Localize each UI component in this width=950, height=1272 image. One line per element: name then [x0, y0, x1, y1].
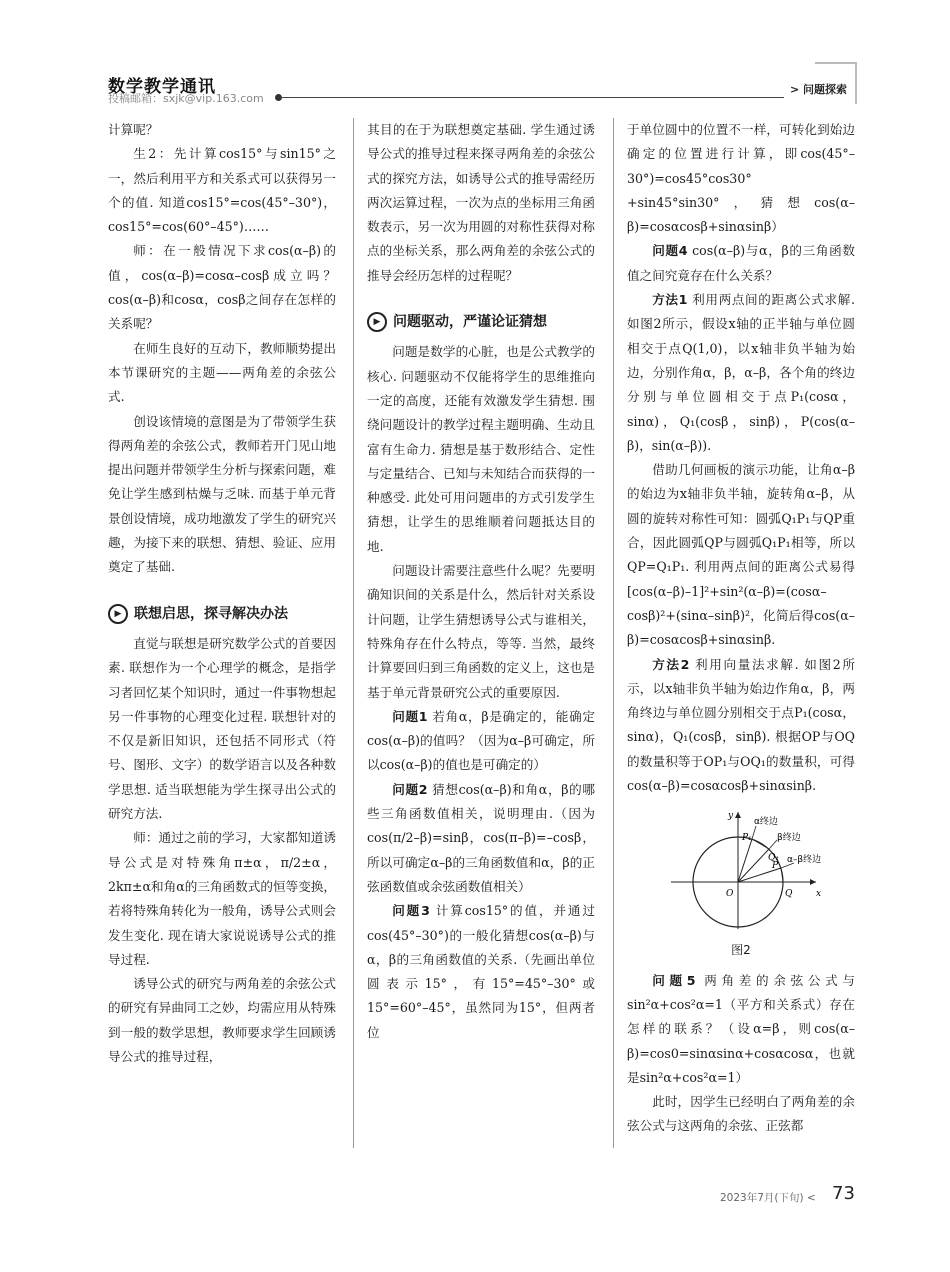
chord-q1p1	[752, 839, 769, 849]
method-2	[627, 653, 855, 799]
paragraph: 在师生良好的互动下，教师顺势提出本节课研究的主题——两角差的余弦公式.	[108, 340, 336, 405]
question-label: 问题2	[392, 781, 428, 797]
paragraph: 计算呢？	[108, 122, 159, 137]
alpha-terminal-side	[738, 839, 752, 882]
question-2	[367, 778, 595, 899]
question-text: 猜想cos(α–β)和角α，β的哪些三角函数值相关，说明理由.（因为cos(π/2–β)=sinβ，cos(π–β)=–cosβ，所以可确定α–β的三角函数值和α，β的正弦函数值或余弦函数值相关）	[367, 781, 595, 894]
column-divider	[613, 118, 614, 1148]
header-rule	[280, 97, 840, 98]
journal-email: 投稿邮箱：sxjk@vip.163.com	[108, 92, 264, 105]
paragraph: 生2：先计算cos15°与sin15°之一，然后利用平方和关系式可以获得另一个的值. 知道cos15°=cos(45°–30°)，cos15°=cos(60°–45°)……	[108, 146, 336, 235]
axis-label-x: x	[816, 889, 822, 900]
question-5	[627, 969, 855, 1090]
point-p-label: P	[772, 861, 779, 872]
question-label: 问题3	[392, 903, 430, 919]
x-axis-arrow-icon	[810, 879, 816, 885]
page-header	[0, 0, 950, 110]
column-divider	[353, 118, 354, 1148]
section-arrow-icon: ▶	[108, 604, 128, 624]
section-heading-text: 联想启思，探寻解决办法	[134, 605, 288, 622]
section-tag: > 问题探索	[784, 80, 853, 100]
method-text: 利用两点间的距离公式求解. 如图2所示，假设x轴的正半轴与单位圆相交于点Q(1,0)，以x轴非负半轴为始边，分别作角α，β，α–β，各个角的终边分别与单位圆相交于点P₁(cosα，sinα)，Q₁(cosβ，sinβ)，P(cos(α–β)，sin(α–β)).	[627, 292, 855, 453]
column-1	[108, 118, 336, 1069]
alpha-side-label: α终边	[754, 817, 778, 828]
section-heading	[367, 310, 595, 334]
question-label: 问题1	[392, 708, 428, 724]
paragraph: 于单位圆中的位置不一样，可转化到始边确定的位置进行计算，即cos(45°–30°)=cos45°cos30°+sin45°sin30°，猜想cos(α–β)=cosαcosβ+sinαsinβ）	[627, 122, 855, 235]
paragraph: 师：在一般情况下求cos(α–β)的值，cos(α–β)=cosα–cosβ成立吗？cos(α–β)和cosα，cosβ之间存在怎样的关系呢？	[108, 243, 336, 332]
axis-label-y: y	[728, 811, 734, 822]
question-1	[367, 705, 595, 778]
paragraph: 问题是数学的心脏，也是公式教学的核心. 问题驱动不仅能将学生的思维推向一定的高度，还能有效激发学生猜想. 围绕问题设计的教学过程主题明确、生动且富有生命力. 猜想是基于数形结合、定性与定量结合、已知与未知结合而获得的一种感受. 此处可用问题串的方式引发学生猜想，让学生的思维顺着问题抵达目的地.	[367, 344, 595, 554]
page-number: 73	[832, 1183, 855, 1204]
figure-2	[627, 804, 855, 962]
origin-label: O	[726, 889, 734, 900]
section-heading-text: 问题驱动，严谨论证猜想	[393, 314, 547, 331]
beta-side-label: β终边	[777, 833, 801, 844]
beta-ray-extension	[769, 840, 777, 849]
paragraph: 直觉与联想是研究数学公式的首要因素. 联想作为一个心理学的概念，是指学习者回忆某个知识时，通过一件事物想起另一件事物的心理变化过程. 联想针对的不仅是新旧知识，还包括不同形式（符号、图形、文字）的数学语言以及各种数学思想. 适当联想能为学生探寻出公式的研究方法.	[108, 635, 336, 822]
point-q-label: Q	[785, 889, 793, 900]
question-text: 两角差的余弦公式与sin²α+cos²α=1（平方和关系式）存在怎样的联系？（设α=β，则cos(α–β)=cos0=sinαsinα+cosαcosα，也就是sin²α+cos²α=1）	[627, 972, 856, 1085]
method-1	[627, 288, 855, 458]
journal-title: 数学教学通讯	[108, 77, 216, 97]
point-q1-label: Q₁	[768, 853, 779, 864]
paragraph: 借助几何画板的演示功能，让角α–β的始边为x轴非负半轴，旋转角α–β，从圆的旋转对称性可知：圆弧Q₁P₁与QP重合，因此圆弧QP与圆弧Q₁P₁相等，所以QP=Q₁P₁. 利用两点间的距离公式易得[cos(α–β)–1]²+sin²(α–β)=(cosα–cosβ)²+(sinα–sinβ)²，化简后得cos(α–β)=cosαcosβ+sinαsinβ.	[627, 462, 855, 648]
question-text: 计算cos15°的值，并通过cos(45°–30°)的一般化猜想cos(α–β)与α，β的三角函数值的关系.（先画出单位圆表示15°，有15°=45°–30°或15°=60°–45°，虽然同为15°，但两者位	[367, 903, 596, 1040]
paragraph: 诱导公式的研究与两角差的余弦公式的研究有异曲同工之妙，均需应用从特殊到一般的数学思想，教师要求学生回顾诱导公式的推导过程，	[108, 976, 336, 1064]
section-heading	[108, 602, 336, 626]
alpha-ray-extension	[752, 826, 756, 839]
unit-circle-diagram	[656, 804, 826, 934]
question-3	[367, 899, 595, 1045]
question-text: cos(α–β)与α，β的三角函数值之间究竟存在什么关系？	[627, 243, 855, 283]
question-label: 问题4	[652, 243, 688, 259]
paragraph: 师：通过之前的学习，大家都知道诱导公式是对特殊角π±α，π/2±α，2kπ±α和角α的三角函数式的恒等变换，若将特殊角转化为一般角，诱导公式则会发生变化. 现在请大家说说诱导公式的推导过程.	[108, 830, 336, 967]
method-label: 方法2	[652, 656, 690, 672]
method-label: 方法1	[652, 292, 688, 308]
figure-caption: 图2	[731, 943, 751, 958]
paragraph: 创设该情境的意图是为了带领学生获得两角差的余弦公式，教师若开门见山地提出问题并带领学生分析与探索问题，难免让学生感到枯燥与乏味. 而基于单元背景创设情境，成功地激发了学生的研究兴趣，为接下来的联想、猜想、验证、应用奠定了基础.	[108, 413, 336, 575]
y-axis-arrow-icon	[735, 812, 741, 818]
column-3	[627, 118, 855, 1139]
paragraph: 问题设计需要注意些什么呢？先要明确知识间的关系是什么，然后针对关系设计问题，让学生猜想诱导公式与谁相关，特殊角存在什么特点，等等. 当然，最终计算要回归到三角函数的定义上，这也是基于单元背景研究公式的重要原因.	[367, 563, 595, 700]
question-label: 问题5	[652, 972, 696, 988]
diff-side-label: α–β终边	[787, 855, 822, 866]
question-text: 若角α，β是确定的，能确定cos(α–β)的值吗？（因为α–β可确定，所以cos(α–β)的值也是可确定的）	[367, 708, 595, 773]
column-2	[367, 118, 595, 1045]
paragraph: 此时，因学生已经明白了两角差的余弦公式与这两角的余弦、正弦都	[627, 1094, 855, 1134]
section-arrow-icon: ▶	[367, 312, 387, 332]
question-4	[627, 239, 855, 288]
method-text: 利用向量法求解. 如图2所示，以x轴非负半轴为始边作角α，β，两角终边与单位圆分别相交于点P₁(cosα，sinα)，Q₁(cosβ，sinβ). 根据OP与OQ的数量积等于OP₁与OQ₁的数量积，可得cos(α–β)=cosαcosβ+sinαsinβ.	[627, 656, 855, 794]
paragraph: 其目的在于为联想奠定基础. 学生通过诱导公式的推导过程来探寻两角差的余弦公式的探究方法，如诱导公式的推导需经历两次运算过程，一次为点的坐标用三角函数表示，另一次为用圆的对称性获得对称点的坐标关系，那么两角差的余弦公式的推导会经历怎样的过程呢？	[367, 122, 595, 283]
footer-date: 2023年7月(下旬) <	[720, 1192, 816, 1204]
point-p1-label: P₁	[742, 833, 752, 844]
